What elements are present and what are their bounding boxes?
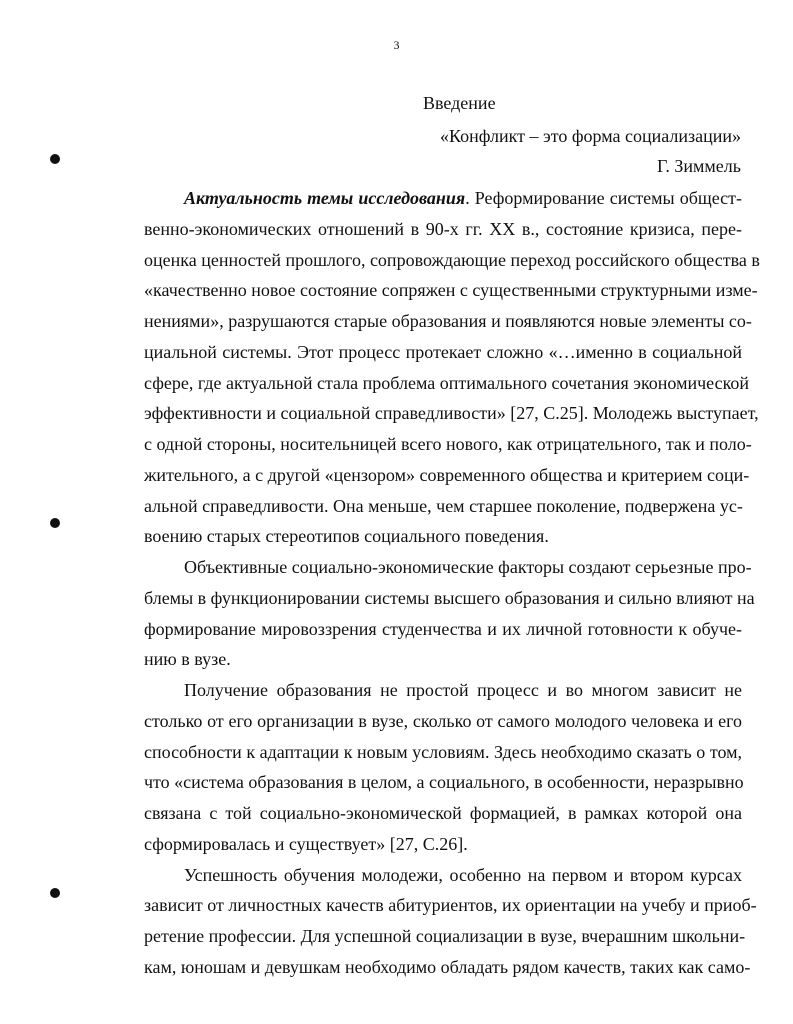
text-line: воению старых стереотипов социального поведения. xyxy=(144,526,549,547)
text-line: зависит от личностных качеств абитуриентов, их ориентации на учебу и приоб- xyxy=(144,895,757,916)
page-title: Введение xyxy=(423,93,496,113)
body-text xyxy=(144,183,760,983)
paragraph-factors xyxy=(144,552,755,675)
text-line: циальной системы. Этот процесс протекает сложно «…именно в социальной xyxy=(144,341,742,362)
text-line: нию в вузе. xyxy=(144,649,231,670)
epigraph-author: Г. Зиммель xyxy=(657,156,741,176)
text-line: кам, юношам и девушкам необходимо обладать рядом качеств, таких как само- xyxy=(144,956,751,977)
binding-hole xyxy=(50,518,60,528)
text-line: «качественно новое состояние сопряжен с существенными структурными изме- xyxy=(144,280,758,301)
text-line: столько от его организации в вузе, сколько от самого молодого человека и его xyxy=(144,710,742,731)
text-line: оценка ценностей прошлого, сопровождающие переход российского общества в xyxy=(144,249,760,270)
text-line: Объективные социально-экономические факторы создают серьезные про- xyxy=(184,557,752,577)
text-line: формирование мировоззрения студенчества и их личной готовности к обуче- xyxy=(144,618,742,639)
binding-hole xyxy=(50,154,60,164)
text-line: альной справедливости. Она меньше, чем старшее поколение, подвержена ус- xyxy=(144,495,743,516)
text-line: Получение образования не простой процесс и во многом зависит не xyxy=(184,680,742,700)
text-line: способности к адаптации к новым условиям. Здесь необходимо сказать о том, xyxy=(144,741,742,762)
text-line: сформировалась и существует» [27, С.26]. xyxy=(144,833,468,854)
text-line: эффективности и социальной справедливости» [27, С.25]. Молодежь выступает, xyxy=(144,403,759,424)
lead-phrase: Актуальность темы исследования xyxy=(184,188,466,208)
text-line: что «система образования в целом, а социального, в особенности, неразрывно xyxy=(144,772,744,793)
paragraph-education xyxy=(144,675,742,860)
text-line: жительного, а с другой «цензором» современного общества и критерием соци- xyxy=(144,464,750,485)
binding-hole xyxy=(50,888,60,898)
paragraph-relevance xyxy=(144,183,760,552)
text-line: Актуальность темы исследования. Реформирование системы общест- xyxy=(184,188,742,208)
text-line: венно-экономических отношений в 90-х гг. XX в., состояние кризиса, пере- xyxy=(144,218,742,239)
text-line: ретение профессии. Для успешной социализации в вузе, вчерашним школьни- xyxy=(144,926,746,946)
epigraph-quote: «Конфликт – это форма социализации» xyxy=(440,126,741,146)
page-number: 3 xyxy=(393,38,400,52)
text-line: блемы в функционировании системы высшего образования и сильно влияют на xyxy=(144,587,755,608)
text-line: сфере, где актуальной стала проблема оптимального сочетания экономической xyxy=(144,372,750,393)
text-line: Успешность обучения молодежи, особенно на первом и втором курсах xyxy=(184,864,742,885)
paragraph-success xyxy=(144,860,757,983)
text-line: с одной стороны, носительницей всего нового, как отрицательного, так и поло- xyxy=(144,434,752,454)
text-line: связана с той социально-экономической формацией, в рамках которой она xyxy=(144,803,742,823)
text-line: нениями», разрушаются старые образования и появляются новые элементы со- xyxy=(144,311,752,331)
